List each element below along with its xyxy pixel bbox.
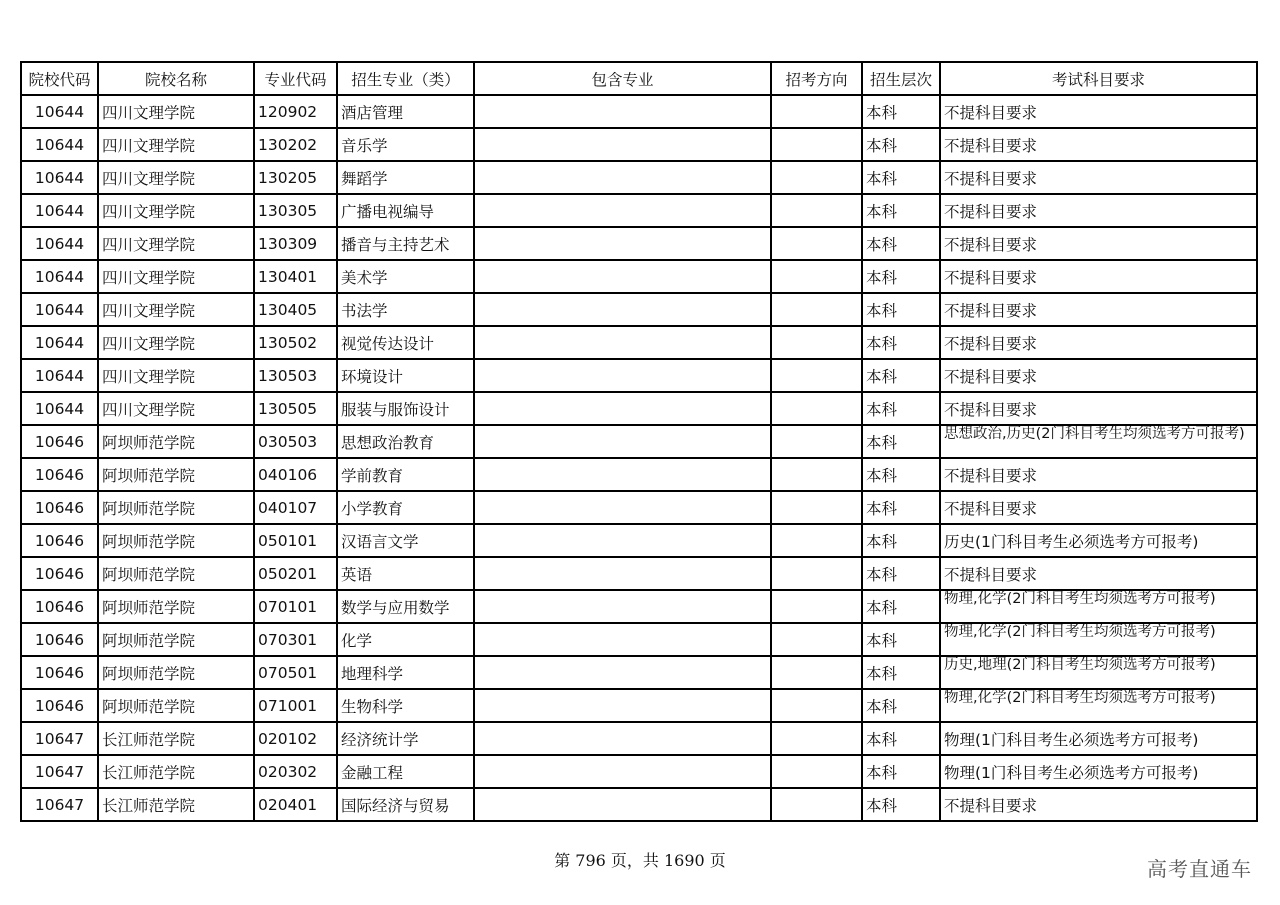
cell-level: 本科 (862, 755, 940, 788)
cell-major: 小学教育 (337, 491, 474, 524)
cell-subject-requirements: 不提科目要求 (940, 557, 1257, 590)
table-row (21, 755, 1257, 788)
cell-direction (771, 590, 862, 623)
cell-included-majors (474, 260, 771, 293)
cell-subject-requirements: 物理,化学(2门科目考生均须选考方可报考) (940, 689, 1257, 722)
cell-major-code: 130401 (254, 260, 337, 293)
cell-school-code: 10644 (21, 293, 98, 326)
cell-major: 化学 (337, 623, 474, 656)
table-row (21, 194, 1257, 227)
table-row (21, 161, 1257, 194)
cell-school-code: 10644 (21, 392, 98, 425)
table-row (21, 722, 1257, 755)
cell-major: 视觉传达设计 (337, 326, 474, 359)
cell-major-code: 050201 (254, 557, 337, 590)
cell-level: 本科 (862, 326, 940, 359)
cell-major: 广播电视编导 (337, 194, 474, 227)
cell-subject-requirements: 不提科目要求 (940, 491, 1257, 524)
header-direction: 招考方向 (771, 62, 862, 95)
cell-school-name: 阿坝师范学院 (98, 524, 254, 557)
cell-subject-requirements: 不提科目要求 (940, 227, 1257, 260)
header-school-name: 院校名称 (98, 62, 254, 95)
cell-school-name: 四川文理学院 (98, 95, 254, 128)
cell-major-code: 130205 (254, 161, 337, 194)
cell-major: 汉语言文学 (337, 524, 474, 557)
cell-subject-requirements: 历史,地理(2门科目考生均须选考方可报考) (940, 656, 1257, 689)
cell-major: 服装与服饰设计 (337, 392, 474, 425)
cell-major: 生物科学 (337, 689, 474, 722)
cell-direction (771, 326, 862, 359)
cell-school-code: 10646 (21, 590, 98, 623)
cell-major: 学前教育 (337, 458, 474, 491)
header-included-majors: 包含专业 (474, 62, 771, 95)
cell-included-majors (474, 194, 771, 227)
cell-direction (771, 491, 862, 524)
cell-subject-requirements: 不提科目要求 (940, 788, 1257, 821)
cell-subject-requirements: 不提科目要求 (940, 194, 1257, 227)
cell-direction (771, 755, 862, 788)
cell-direction (771, 425, 862, 458)
cell-direction (771, 161, 862, 194)
header-subject-requirements: 考试科目要求 (940, 62, 1257, 95)
cell-direction (771, 128, 862, 161)
cell-major-code: 040107 (254, 491, 337, 524)
cell-school-name: 四川文理学院 (98, 392, 254, 425)
cell-school-code: 10644 (21, 194, 98, 227)
cell-subject-requirements: 不提科目要求 (940, 359, 1257, 392)
cell-subject-requirements: 不提科目要求 (940, 128, 1257, 161)
cell-school-code: 10644 (21, 161, 98, 194)
cell-major: 书法学 (337, 293, 474, 326)
cell-school-name: 四川文理学院 (98, 227, 254, 260)
cell-school-code: 10646 (21, 425, 98, 458)
cell-subject-requirements: 不提科目要求 (940, 326, 1257, 359)
cell-school-code: 10647 (21, 722, 98, 755)
cell-school-code: 10646 (21, 689, 98, 722)
admissions-table (20, 61, 1258, 822)
cell-major: 音乐学 (337, 128, 474, 161)
cell-school-name: 阿坝师范学院 (98, 623, 254, 656)
cell-school-code: 10646 (21, 524, 98, 557)
table-row (21, 359, 1257, 392)
cell-direction (771, 458, 862, 491)
cell-school-code: 10646 (21, 656, 98, 689)
header-school-code: 院校代码 (21, 62, 98, 95)
cell-included-majors (474, 227, 771, 260)
cell-school-name: 四川文理学院 (98, 194, 254, 227)
cell-school-code: 10646 (21, 458, 98, 491)
cell-major: 思想政治教育 (337, 425, 474, 458)
cell-school-code: 10644 (21, 326, 98, 359)
header-major-code: 专业代码 (254, 62, 337, 95)
cell-school-code: 10646 (21, 557, 98, 590)
table-row (21, 293, 1257, 326)
cell-subject-requirements: 不提科目要求 (940, 458, 1257, 491)
cell-school-name: 四川文理学院 (98, 260, 254, 293)
cell-major-code: 130502 (254, 326, 337, 359)
cell-school-code: 10644 (21, 128, 98, 161)
cell-level: 本科 (862, 425, 940, 458)
cell-direction (771, 293, 862, 326)
cell-direction (771, 95, 862, 128)
table-row (21, 95, 1257, 128)
table-body (21, 95, 1257, 821)
cell-included-majors (474, 392, 771, 425)
table-row (21, 326, 1257, 359)
cell-major: 数学与应用数学 (337, 590, 474, 623)
cell-level: 本科 (862, 194, 940, 227)
cell-school-name: 长江师范学院 (98, 755, 254, 788)
cell-included-majors (474, 161, 771, 194)
cell-direction (771, 656, 862, 689)
cell-direction (771, 194, 862, 227)
cell-included-majors (474, 656, 771, 689)
cell-major: 美术学 (337, 260, 474, 293)
cell-included-majors (474, 590, 771, 623)
cell-level: 本科 (862, 491, 940, 524)
table-row (21, 128, 1257, 161)
cell-level: 本科 (862, 788, 940, 821)
cell-level: 本科 (862, 557, 940, 590)
cell-major: 经济统计学 (337, 722, 474, 755)
cell-level: 本科 (862, 689, 940, 722)
cell-subject-requirements: 物理(1门科目考生必须选考方可报考) (940, 722, 1257, 755)
cell-included-majors (474, 95, 771, 128)
cell-direction (771, 260, 862, 293)
table-row (21, 392, 1257, 425)
cell-level: 本科 (862, 95, 940, 128)
cell-direction (771, 524, 862, 557)
cell-level: 本科 (862, 590, 940, 623)
cell-school-code: 10646 (21, 491, 98, 524)
cell-school-name: 四川文理学院 (98, 359, 254, 392)
cell-direction (771, 788, 862, 821)
header-major: 招生专业（类） (337, 62, 474, 95)
table-row (21, 260, 1257, 293)
cell-major: 环境设计 (337, 359, 474, 392)
cell-school-name: 四川文理学院 (98, 293, 254, 326)
cell-included-majors (474, 689, 771, 722)
cell-major-code: 050101 (254, 524, 337, 557)
cell-school-code: 10647 (21, 788, 98, 821)
cell-direction (771, 392, 862, 425)
cell-major: 国际经济与贸易 (337, 788, 474, 821)
cell-subject-requirements: 物理,化学(2门科目考生均须选考方可报考) (940, 590, 1257, 623)
cell-direction (771, 689, 862, 722)
cell-major-code: 130505 (254, 392, 337, 425)
cell-major: 英语 (337, 557, 474, 590)
cell-level: 本科 (862, 359, 940, 392)
table-row (21, 788, 1257, 821)
cell-major-code: 130405 (254, 293, 337, 326)
cell-school-name: 四川文理学院 (98, 326, 254, 359)
cell-level: 本科 (862, 128, 940, 161)
table-row (21, 689, 1257, 722)
table-row (21, 227, 1257, 260)
cell-major: 酒店管理 (337, 95, 474, 128)
cell-level: 本科 (862, 656, 940, 689)
cell-school-name: 长江师范学院 (98, 722, 254, 755)
cell-subject-requirements: 不提科目要求 (940, 392, 1257, 425)
cell-included-majors (474, 755, 771, 788)
cell-major: 地理科学 (337, 656, 474, 689)
cell-school-name: 四川文理学院 (98, 128, 254, 161)
cell-subject-requirements: 物理(1门科目考生必须选考方可报考) (940, 755, 1257, 788)
cell-school-code: 10644 (21, 95, 98, 128)
cell-major-code: 020102 (254, 722, 337, 755)
cell-subject-requirements: 历史(1门科目考生必须选考方可报考) (940, 524, 1257, 557)
cell-included-majors (474, 326, 771, 359)
table-row (21, 425, 1257, 458)
cell-subject-requirements: 不提科目要求 (940, 95, 1257, 128)
cell-school-code: 10644 (21, 227, 98, 260)
cell-major-code: 070101 (254, 590, 337, 623)
cell-included-majors (474, 293, 771, 326)
cell-major-code: 130202 (254, 128, 337, 161)
cell-major-code: 020302 (254, 755, 337, 788)
cell-major-code: 071001 (254, 689, 337, 722)
cell-direction (771, 623, 862, 656)
header-level: 招生层次 (862, 62, 940, 95)
header-row (21, 62, 1257, 95)
cell-level: 本科 (862, 293, 940, 326)
cell-school-name: 阿坝师范学院 (98, 590, 254, 623)
cell-school-code: 10644 (21, 359, 98, 392)
cell-included-majors (474, 788, 771, 821)
cell-major-code: 030503 (254, 425, 337, 458)
table-row (21, 458, 1257, 491)
cell-major-code: 130309 (254, 227, 337, 260)
cell-subject-requirements: 思想政治,历史(2门科目考生均须选考方可报考) (940, 425, 1257, 458)
table-row (21, 557, 1257, 590)
cell-direction (771, 722, 862, 755)
cell-level: 本科 (862, 260, 940, 293)
cell-major: 金融工程 (337, 755, 474, 788)
cell-subject-requirements: 不提科目要求 (940, 161, 1257, 194)
cell-level: 本科 (862, 458, 940, 491)
cell-major-code: 040106 (254, 458, 337, 491)
cell-major: 播音与主持艺术 (337, 227, 474, 260)
cell-direction (771, 227, 862, 260)
cell-included-majors (474, 722, 771, 755)
cell-school-name: 阿坝师范学院 (98, 656, 254, 689)
cell-major-code: 130305 (254, 194, 337, 227)
cell-subject-requirements: 物理,化学(2门科目考生均须选考方可报考) (940, 623, 1257, 656)
table-row (21, 623, 1257, 656)
cell-included-majors (474, 359, 771, 392)
table-row (21, 524, 1257, 557)
cell-included-majors (474, 557, 771, 590)
cell-level: 本科 (862, 524, 940, 557)
cell-school-name: 阿坝师范学院 (98, 458, 254, 491)
cell-major-code: 070301 (254, 623, 337, 656)
table-row (21, 656, 1257, 689)
cell-school-name: 阿坝师范学院 (98, 689, 254, 722)
table-row (21, 590, 1257, 623)
cell-school-name: 阿坝师范学院 (98, 491, 254, 524)
cell-level: 本科 (862, 227, 940, 260)
cell-level: 本科 (862, 161, 940, 194)
table-row (21, 491, 1257, 524)
cell-major: 舞蹈学 (337, 161, 474, 194)
cell-level: 本科 (862, 392, 940, 425)
cell-included-majors (474, 128, 771, 161)
cell-school-name: 阿坝师范学院 (98, 557, 254, 590)
watermark-text: 高考直通车 (1147, 857, 1252, 881)
cell-school-name: 长江师范学院 (98, 788, 254, 821)
page-number: 第 796 页，共 1690 页 (554, 851, 726, 870)
cell-included-majors (474, 623, 771, 656)
cell-included-majors (474, 524, 771, 557)
cell-direction (771, 557, 862, 590)
cell-school-code: 10647 (21, 755, 98, 788)
cell-school-name: 四川文理学院 (98, 161, 254, 194)
cell-level: 本科 (862, 722, 940, 755)
cell-major-code: 130503 (254, 359, 337, 392)
cell-major-code: 020401 (254, 788, 337, 821)
cell-school-name: 阿坝师范学院 (98, 425, 254, 458)
cell-subject-requirements: 不提科目要求 (940, 260, 1257, 293)
cell-level: 本科 (862, 623, 940, 656)
cell-major-code: 070501 (254, 656, 337, 689)
cell-subject-requirements: 不提科目要求 (940, 293, 1257, 326)
cell-direction (771, 359, 862, 392)
cell-included-majors (474, 491, 771, 524)
cell-included-majors (474, 458, 771, 491)
cell-school-code: 10646 (21, 623, 98, 656)
cell-included-majors (474, 425, 771, 458)
cell-school-code: 10644 (21, 260, 98, 293)
cell-major-code: 120902 (254, 95, 337, 128)
